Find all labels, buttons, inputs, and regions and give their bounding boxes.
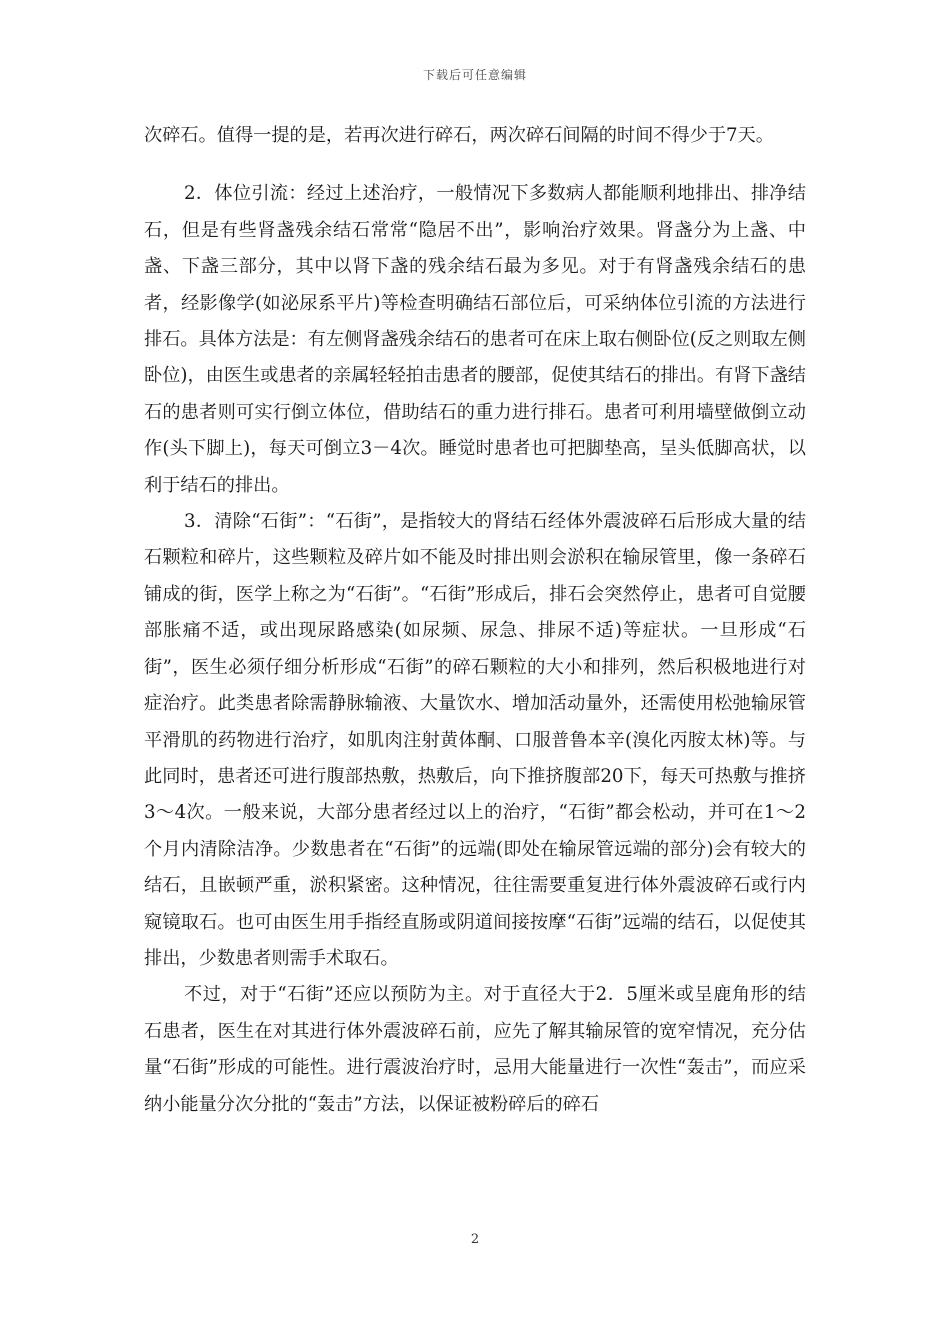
paragraph-prevention: 不过，对于“石街”还应以预防为主。对于直径大于2．5厘米或呈鹿角形的结石患者，医生在对其进行体外震波碎石前，应先了解其输尿管的宽窄情况，充分估量“石街”形成的可能性。进行震波治疗时，忌用大能量进行一次性“轰击”，而应采纳小能量分次分批的“轰击”方法，以保证被粉碎后的碎石 (144, 984, 806, 1115)
paragraph-posture-drainage: 2．体位引流：经过上述治疗，一般情况下多数病人都能顺利地排出、排净结石，但是有些肾盏残余结石常常“隐居不出”，影响治疗效果。肾盏分为上盏、中盏、下盏三部分，其中以肾下盏的残余结石最为多见。对于有肾盏残余结石的患者，经影像学(如泌尿系平片)等检查明确结石部位后，可采纳体位引流的方法进行排石。具体方法是：有左侧肾盏残余结石的患者可在床上取右侧卧位(反之则取左侧卧位)，由医生或患者的亲属轻轻拍击患者的腰部，促使其结石的排出。有肾下盏结石的患者则可实行倒立体位，借助结石的重力进行排石。患者可利用墙壁做倒立动作(头下脚上)，每天可倒立3－4次。睡觉时患者也可把脚垫高，呈头低脚高状，以利于结石的排出。 (144, 183, 806, 496)
paragraph-clear-stone-street: 3．清除“石街”：“石街”，是指较大的肾结石经体外震波碎石后形成大量的结石颗粒和碎片，这些颗粒及碎片如不能及时排出则会淤积在输尿管里，像一条碎石铺成的街，医学上称之为“石街”。“石街”形成后，排石会突然停止，患者可自觉腰部胀痛不适，或出现尿路感染(如尿频、尿急、排尿不适)等症状。一旦形成“石街”，医生必须仔细分析形成“石街”的碎石颗粒的大小和排列，然后积极地进行对症治疗。此类患者除需静脉输液、大量饮水、增加活动量外，还需使用松弛输尿管平滑肌的药物进行治疗，如肌肉注射黄体酮、口服普鲁本辛(溴化丙胺太林)等。与此同时，患者还可进行腹部热敷，热敷后，向下推挤腹部20下，每天可热敷与推挤3～4次。一般来说，大部分患者经过以上的治疗，“石街”都会松动，并可在1～2个月内清除洁净。少数患者在“石街”的远端(即处在输尿管远端的部分)会有较大的结石，且嵌顿严重，淤积紧密。这种情况，往往需要重复进行体外震波碎石或行内窥镜取石。也可由医生用手指经直肠或阴道间接按摩“石街”远端的结石，以促使其排出，少数患者则需手术取石。 (144, 511, 806, 969)
document-body (144, 118, 806, 1123)
page-number: 2 (470, 1232, 480, 1247)
paragraph-continuation: 次碎石。值得一提的是，若再次进行碎石，两次碎石间隔的时间不得少于7天。 (144, 125, 774, 146)
header-note: 下载后可任意编辑 (422, 68, 527, 82)
